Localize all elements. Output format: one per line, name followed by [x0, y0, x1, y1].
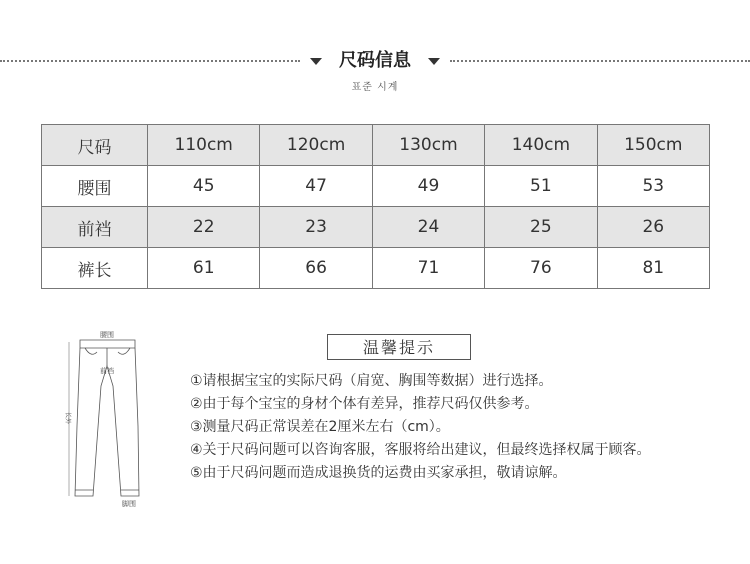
page-title: 尺码信息 [339, 50, 411, 71]
page-subtitle: 표준 시계 [351, 82, 399, 93]
table-row [42, 207, 710, 248]
size-table [41, 124, 710, 289]
table-header-row [42, 125, 710, 166]
table-cell: 61 [148, 248, 260, 289]
row-label: 腰围 [42, 166, 148, 207]
table-row [42, 248, 710, 289]
table-cell: 66 [260, 248, 372, 289]
table-cell: 81 [597, 248, 709, 289]
divider-right [450, 60, 750, 62]
table-cell: 51 [485, 166, 597, 207]
list-item: ①请根据宝宝的实际尺码（肩宽、胸围等数据）进行选择。 [190, 373, 553, 389]
row-label: 裤长 [42, 248, 148, 289]
table-cell: 49 [372, 166, 484, 207]
table-cell: 22 [148, 207, 260, 248]
pants-diagram [55, 326, 155, 512]
table-cell: 23 [260, 207, 372, 248]
table-cell: 71 [372, 248, 484, 289]
table-cell: 24 [372, 207, 484, 248]
table-cell: 76 [485, 248, 597, 289]
section-header [0, 0, 750, 100]
table-cell: 45 [148, 166, 260, 207]
header-cell: 130cm [372, 125, 484, 166]
header-cell: 110cm [148, 125, 260, 166]
list-item: ③测量尺码正常误差在2厘米左右（cm）。 [190, 419, 450, 435]
tips-list [190, 370, 651, 485]
list-item: ⑤由于尺码问题而造成退换货的运费由买家承担，敬请谅解。 [190, 465, 567, 481]
triangle-right-icon [428, 58, 440, 65]
tips-title: 温馨提示 [327, 334, 471, 360]
list-item: ④关于尺码问题可以咨询客服，客服将给出建议，但最终选择权属于顾客。 [190, 442, 651, 458]
header-cell: 尺码 [42, 125, 148, 166]
triangle-left-icon [310, 58, 322, 65]
hem-label: 脚围 [122, 500, 136, 508]
list-item: ②由于每个宝宝的身材个体有差异，推荐尺码仅供参考。 [190, 396, 539, 412]
divider-left [0, 60, 300, 62]
table-cell: 26 [597, 207, 709, 248]
header-cell: 120cm [260, 125, 372, 166]
pants-outline-icon [75, 340, 139, 496]
front-rise-label: 前裆 [100, 367, 114, 375]
header-cell: 150cm [597, 125, 709, 166]
table-row [42, 166, 710, 207]
table-cell: 25 [485, 207, 597, 248]
row-label: 前裆 [42, 207, 148, 248]
header-cell: 140cm [485, 125, 597, 166]
table-cell: 47 [260, 166, 372, 207]
table-cell: 53 [597, 166, 709, 207]
waist-label: 腰围 [100, 331, 114, 339]
length-label: 长外 [64, 412, 71, 425]
